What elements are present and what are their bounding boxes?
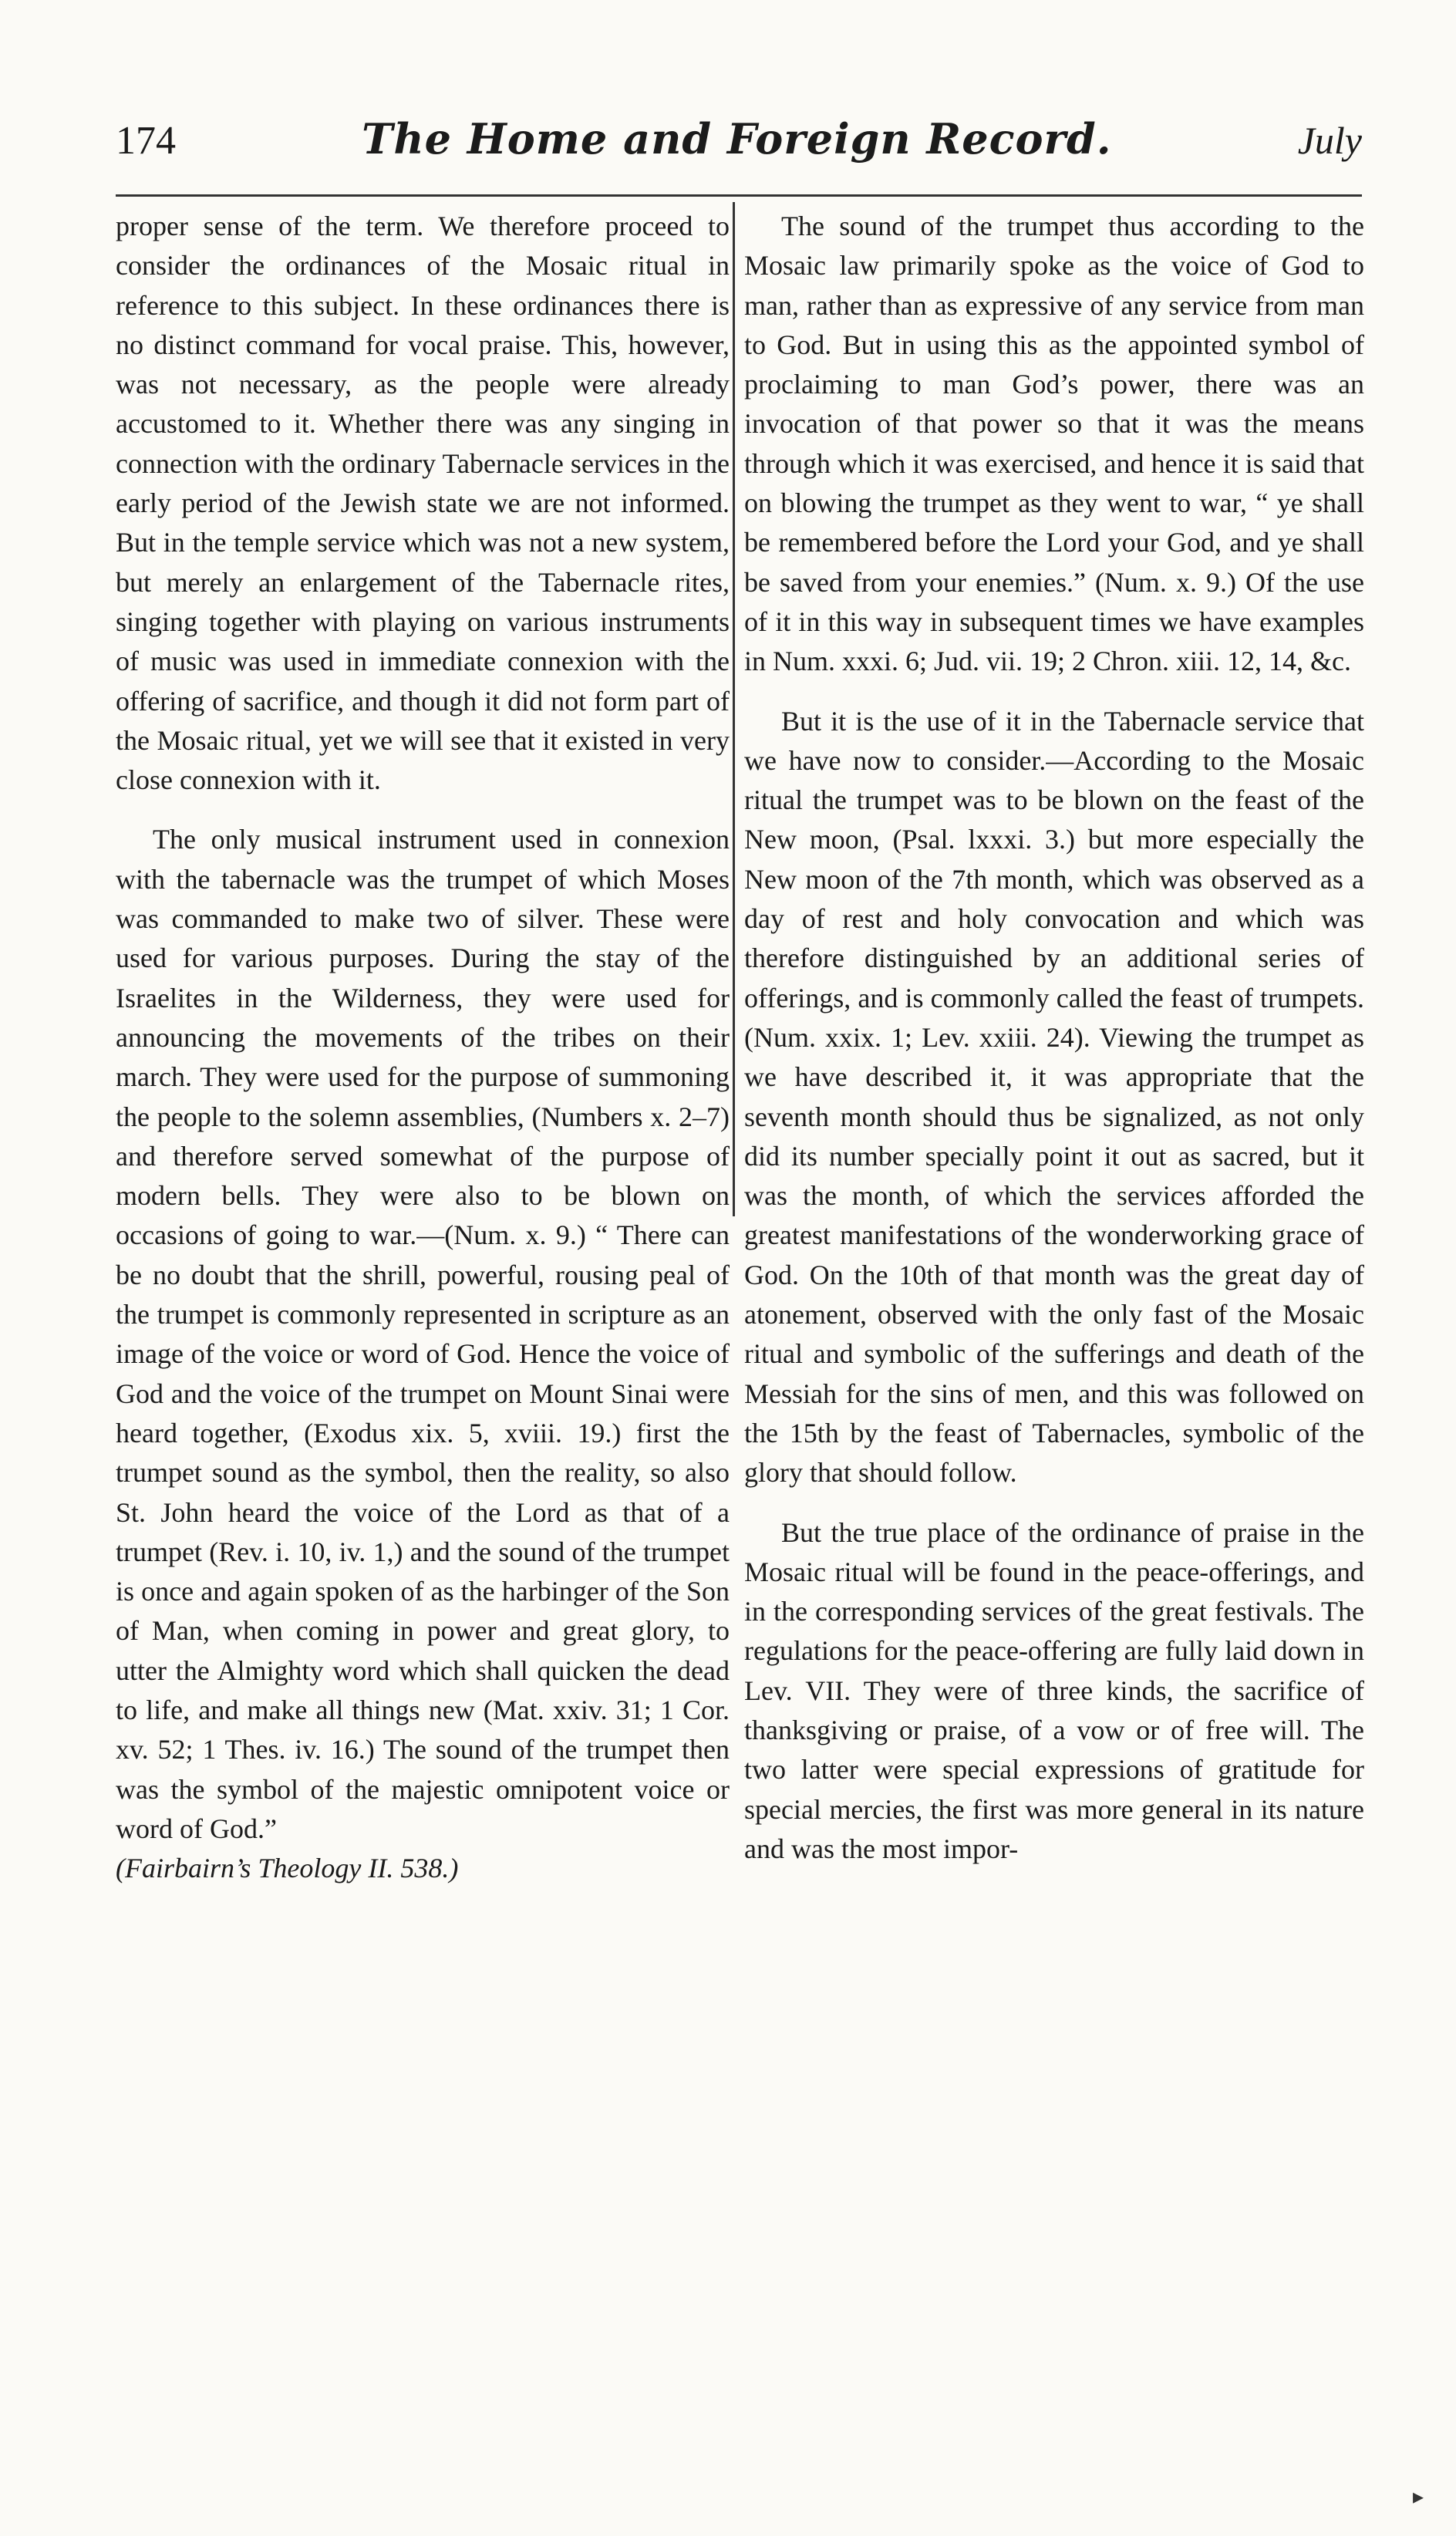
right-paragraph-1: The sound of the trumpet thus according to the Mosaic law primarily spoke as the voice of God to man, rather than as expressive of any service from man to God. But in using this as the appointed symbol of proclaiming to man God’s power, there was an invocation of that power so that it was the means through which it was exercised, and hence it is said that on blowing the trumpet as they went to war, “ ye shall be remembered before the Lord your God, and ye shall be saved from your enemies.” (Num. x. 9.) Of the use of it in this way in subsequent times we have examples in Num. xxxi. 6; Jud. vii. 19; 2 Chron. xiii. 12, 14, &c.: [744, 211, 1364, 677]
header-rule: [116, 194, 1362, 197]
issue-month: July: [1297, 119, 1362, 162]
right-paragraph-2: But it is the use of it in the Tabernacle service that we have now to consider.—According to the Mosaic ritual the trumpet was to be blown on the feast of the New moon, (Psal. lxxxi. 3.) but more especially the New moon of the 7th month, which was observed as a day of rest and holy convocation and which was therefore distinguished by an additional series of offerings, and is commonly called the feast of trumpets. (Num. xxix. 1; Lev. xxiii. 24). Viewing the trumpet as we have described it, it was appropriate that the seventh month should thus be signalized, as not only did its number specially point it out as sacred, but it was the month, of which the services afforded the greatest manifestations of the wonderworking grace of God. On the 10th of that month was the great day of atonement, observed with the only fast of the Mosaic ritual and symbolic of the sufferings and death of the Messiah for the sins of men, and this was followed on the 15th by the feast of Tabernacles, symbolic of the glory that should follow.: [744, 705, 1364, 1489]
citation: (Fairbairn’s Theology II. 538.): [116, 1853, 459, 1884]
scan-mark: ▸: [1413, 2485, 1424, 2509]
left-column: [116, 207, 730, 1888]
right-paragraph-3: But the true place of the ordinance of praise in the Mosaic ritual will be found in the peace-offerings, and in the corresponding services of the great festivals. The regulations for the peace-offering are fully laid down in Lev. VII. They were of three kinds, the sacrifice of thanksgiving or praise, of a vow or of free will. The two latter were special expressions of gratitude for special mercies, the first was more general in its nature and was the most impor-: [744, 1516, 1364, 1864]
right-column: [744, 207, 1364, 1869]
journal-title: The Home and Foreign Record.: [362, 114, 1112, 164]
page-number: 174: [116, 119, 176, 163]
left-paragraph-2: The only musical instrument used in connexion with the tabernacle was the trumpet of which Moses was commanded to make two of silver. These were used for various purposes. During the stay of the Israelites in the Wilderness, they were used for announcing the movements of the tribes on their march. They were used for the purpose of summoning the people to the solemn assemblies, (Numbers x. 2–7) and therefore served somewhat of the purpose of modern bells. They were also to be blown on occasions of going to war.—(Num. x. 9.) “ There can be no doubt that the shrill, powerful, rousing peal of the trumpet is commonly represented in scripture as an image of the voice or word of God. Hence the voice of God and the voice of the trumpet on Mount Sinai were heard together, (Exodus xix. 5, xviii. 19.) first the trumpet sound as the symbol, then the reality, so also St. John heard the voice of the Lord as that of a trumpet (Rev. i. 10, iv. 1,) and the sound of the trumpet is once and again spoken of as the harbinger of the Son of Man, when coming in power and great glory, to utter the Almighty word which shall quicken the dead to life, and make all things new (Mat. xxiv. 31; 1 Cor. xv. 52; 1 Thes. iv. 16.) The sound of the trumpet then was the symbol of the majestic omnipotent voice or word of God.”: [116, 824, 730, 1844]
left-paragraph-1: proper sense of the term. We therefore proceed to consider the ordinances of the Mosaic ritual in reference to this subject. In these ordinances there is no distinct command for vocal praise. This, however, was not necessary, as the people were already accustomed to it. Whether there was any singing in connection with the ordinary Tabernacle services in the early period of the Jewish state we are not informed. But in the temple service which was not a new system, but merely an enlargement of the Tabernacle rites, singing together with playing on various instruments of music was used in immediate connexion with the offering of sacrifice, and though it did not form part of the Mosaic ritual, yet we will see that it existed in very close connexion with it.: [116, 211, 730, 796]
running-header: [116, 114, 1362, 176]
column-divider: [733, 202, 735, 1216]
